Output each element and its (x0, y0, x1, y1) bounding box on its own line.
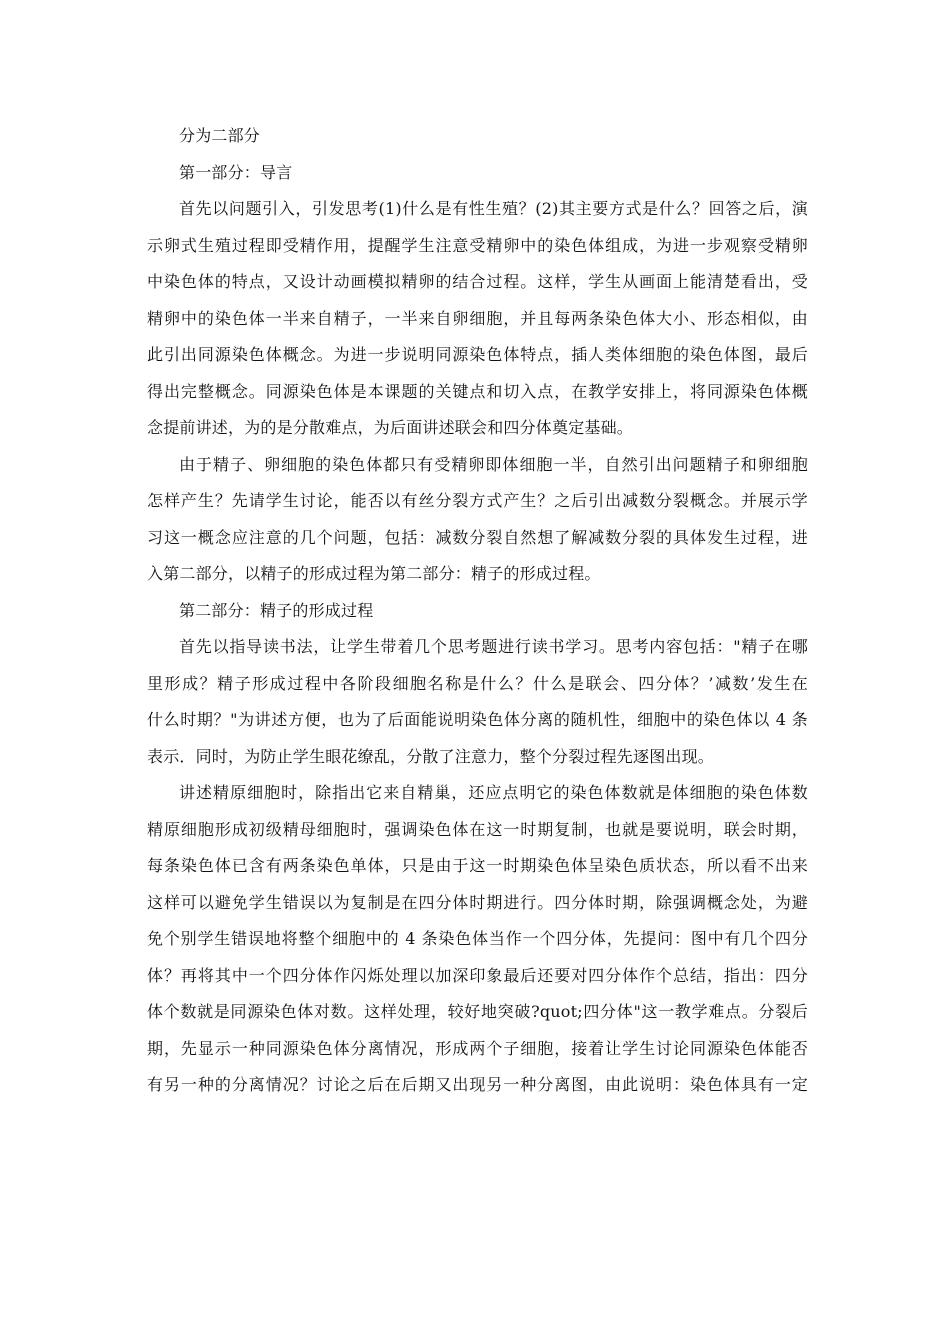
text-line: 里形成？精子形成过程中各阶段细胞名称是什么？什么是联会、四分体？’减数’发生在 (147, 673, 808, 693)
text-line: 得出完整概念。同源染色体是本课题的关键点和切入点，在教学安排上，将同源染色体概 (147, 381, 808, 401)
text-line: 第一部分：导言 (179, 162, 293, 182)
text-line: 体？再将其中一个四分体作闪烁处理以加深印象最后还要对四分体作个总结，指出：四分 (147, 965, 808, 985)
text-line: 表示．同时，为防止学生眼花缭乱，分散了注意力，整个分裂过程先逐图出现。 (147, 746, 715, 766)
text-line: 入第二部分，以精子的形成过程为第二部分：精子的形成过程。 (147, 564, 601, 583)
text-line: 此引出同源染色体概念。为进一步说明同源染色体特点，插人类体细胞的染色体图，最后 (147, 345, 808, 364)
text-line: 体个数就是同源染色体对数。这样处理，较好地突破?quot;四分体"这一教学难点。分裂后 (147, 1002, 808, 1021)
text-line: 由于精子、卵细胞的染色体都只有受精卵即体细胞一半，自然引出问题精子和卵细胞 (179, 454, 808, 474)
document-body (147, 118, 808, 1104)
text-line: 念提前讲述，为的是分散难点，为后面讲述联会和四分体奠定基础。 (147, 418, 634, 437)
text-line: 分为二部分 (179, 126, 261, 145)
text-line: 讲述精原细胞时，除指出它来自精巢，还应点明它的染色体数就是体细胞的染色体数 (179, 783, 808, 802)
text-line: 精原细胞形成初级精母细胞时，强调染色体在这一时期复制，也就是要说明，联会时期， (147, 819, 808, 839)
text-line: 第二部分：精子的形成过程 (179, 600, 374, 620)
text-line: 怎样产生？先请学生讨论，能否以有丝分裂方式产生？之后引出减数分裂概念。并展示学 (147, 491, 808, 510)
text-line: 首先以指导读书法，让学生带着几个思考题进行读书学习。思考内容包括："精子在哪 (179, 637, 808, 656)
text-line: 什么时期？"为讲述方便，也为了后面能说明染色体分离的随机性，细胞中的染色体以 4 条 (147, 710, 808, 729)
text-line: 每条染色体已含有两条染色单体，只是由于这一时期染色体呈染色质状态，所以看不出来 (147, 856, 808, 875)
text-line: 免个别学生错误地将整个细胞中的 4 条染色体当作一个四分体，先提问：图中有几个四分 (147, 929, 808, 948)
text-line: 期，先显示一种同源染色体分离情况，形成两个子细胞，接着让学生讨论同源染色体能否 (147, 1038, 808, 1058)
text-line: 精卵中的染色体一半来自精子，一半来自卵细胞，并且每两条染色体大小、形态相似，由 (147, 308, 808, 328)
text-line: 示卵式生殖过程即受精作用，提醒学生注意受精卵中的染色体组成，为进一步观察受精卵 (147, 235, 808, 255)
text-line: 有另一种的分离情况？讨论之后在后期又出现另一种分离图，由此说明：染色体具有一定 (147, 1075, 808, 1094)
text-line: 习这一概念应注意的几个问题，包括：减数分裂自然想了解减数分裂的具体发生过程，进 (147, 527, 808, 547)
text-line: 首先以问题引入，引发思考(1)什么是有性生殖？(2)其主要方式是什么？回答之后，演 (179, 199, 808, 218)
text-line: 这样可以避免学生错误以为复制是在四分体时期进行。四分体时期，除强调概念处，为避 (147, 892, 808, 912)
text-line: 中染色体的特点，又设计动画模拟精卵的结合过程。这样，学生从画面上能清楚看出，受 (147, 272, 808, 291)
